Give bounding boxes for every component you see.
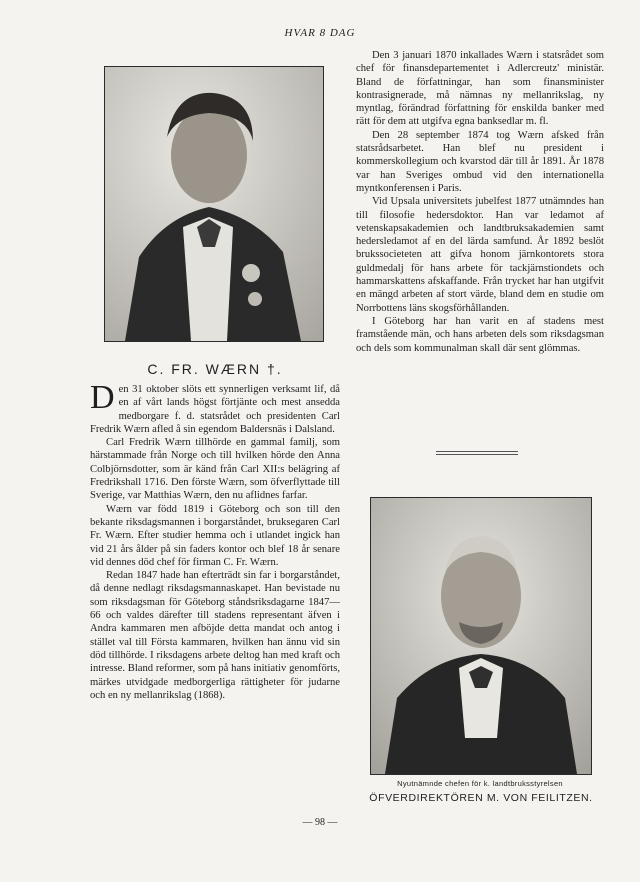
left-paragraph-3: Wærn var född 1819 i Göteborg och son till den bekante riksdagsmannen i borgarståndet, bruksegaren Carl Fr. Wærn. Efter studier hemma och i utlandet ingick han vid 21 års ålder på sin faders kontor och blef 18 år senare vid dennes död chef för firman C. Fr. Wærn. [90, 503, 340, 568]
right-paragraph-3: Vid Upsala universitets jubelfest 1877 utnämndes han till filosofie hedersdoktor. Han var ledamot af vetenskapsakademien och landtbruksakademien samt hedersledamot af en del lärda samfund. År 1892 beslöt brukssocieteten att gifva honom järnkontorets stora guldmedalj för hans arbete för tackjärnstiondets och hammarskattens afskaffande. Från trycket har han utgifvit en mängd arbeten af stort värde, bland dem en studie om Norrbottens läns skogsförhållanden. [356, 196, 604, 314]
page-number: — 98 — [302, 817, 338, 828]
right-column [356, 49, 604, 355]
left-paragraph-4: Redan 1847 hade han efterträdt sin far i borgarståndet, då denne nedlagt riksdagsmannaskapet. Han bevistade nu som riksdagsman för Göteborg ståndsriksdagarne 1847—66 och valdes därefter till stadens representant äfven i Andra kammaren men afböjde detta mandat och antog i stället val till Första kammaren, hvilken han ännu vid sin död tillhörde. I riksdagens arbete deltog han med kraft och intresse. Bland reformer, som på hans initiativ genomförts, märkes utvidgade medborgerliga rättigheter för judarne och en ny mellanrikslag (1868). [90, 570, 340, 701]
left-paragraph-1: Den 31 oktober slöts ett synnerligen verksamt lif, då en af vårt lands högst förtjänte och mest ansedda medborgare f. d. statsrådet och presidenten Carl Fredrik Wærn afled å sin egendom Baldersnäs i Dalsland. [90, 379, 340, 435]
drop-cap: D [90, 379, 115, 416]
right-paragraph-1: Den 3 januari 1870 inkallades Wærn i statsrådet som chef för finansdepartementet i Adlercreutz' ministär. Bland de författningar, han som finansminister kontrasignerade, må nämnas ny mellanrikslag, ny myntlag, förändrad författning för enskilda banker med rätt för dem att utgifva egna banksedlar m. fl. [356, 50, 604, 128]
right-paragraph-4: I Göteborg har han varit en af stadens mest framstående män, och hans arbeten dels som riksdagsman och dels som kommunalman skall där sent glömmas. [356, 315, 604, 354]
running-head: HVAR 8 DAG [284, 27, 356, 39]
photo-caption-title: ÖFVERDIREKTÖREN M. VON FEILITZEN. [369, 792, 593, 804]
section-divider-top [436, 451, 518, 452]
portrait-photo-wern [104, 66, 324, 342]
left-paragraph-2: Carl Fredrik Wærn tillhörde en gammal familj, som härstammade från Norge och till hvilken hörde den Anna Colbjörnsdotter, som är känd från Carl XII:s belägring af Fredrikshall 1716. Den förste Wærn, som öfverflyttade till Sverige, var Matthias Wærn, den nu aflidnes farfar. [90, 437, 340, 502]
obituary-title: C. FR. WÆRN †. [147, 361, 283, 377]
left-column [90, 379, 340, 702]
photo-caption-small: Nyutnämnde chefen för k. landtbruksstyrelsen [397, 779, 563, 788]
section-divider-bottom [436, 454, 518, 455]
portrait-photo-feilitzen [370, 497, 592, 775]
right-paragraph-2: Den 28 september 1874 tog Wærn afsked från statsrådsarbetet. Han blef nu president i kommerskollegium och kvarstod där till år 1891. År 1878 var han Sveriges ombud vid den internationella myntkonferensen i Paris. [356, 129, 604, 194]
